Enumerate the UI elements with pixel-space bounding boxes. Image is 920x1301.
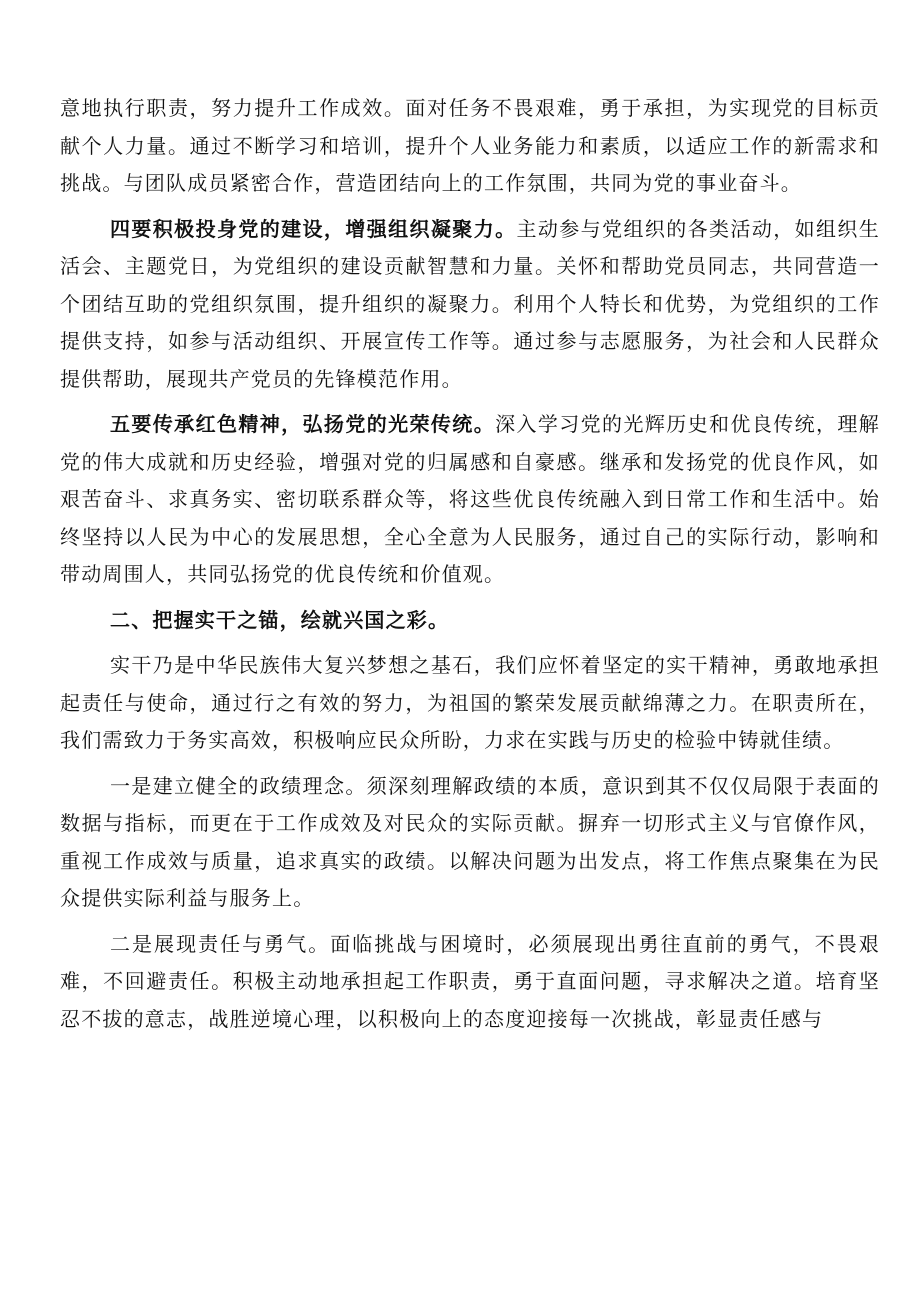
paragraph-practical-work [60,647,880,760]
section-heading [60,602,880,640]
paragraph-continuation [60,90,880,203]
paragraph-responsibility-courage [60,926,880,1039]
section-heading-text: 二、把握实干之锚，绘就兴国之彩。 [110,607,450,632]
paragraph-performance-concept [60,768,880,918]
paragraph-red-spirit [60,406,880,594]
paragraph-text: 主动参与党组织的各类活动，如组织生活会、主题党日，为党组织的建设贡献智慧和力量。关怀和帮助党员同志，共同营造一个团结互助的党组织氛围，提升组织的凝聚力。利用个人特长和优势，为党组织的工作提供支持，如参与活动组织、开展宣传工作等。通过参与志愿服务，为社会和人民群众提供帮助，展现共产党员的先锋模范作用。 [60,216,880,391]
paragraph-text: 意地执行职责，努力提升工作成效。面对任务不畏艰难，勇于承担，为实现党的目标贡献个人力量。通过不断学习和培训，提升个人业务能力和素质，以适应工作的新需求和挑战。与团队成员紧密合作，营造团结向上的工作氛围，共同为党的事业奋斗。 [60,96,880,195]
paragraph-text: 二是展现责任与勇气。面临挑战与困境时，必须展现出勇往直前的勇气，不畏艰难，不回避责任。积极主动地承担起工作职责，勇于直面问题，寻求解决之道。培育坚忍不拔的意志，战胜逆境心理，以积极向上的态度迎接每一次挑战，彰显责任感与 [60,931,880,1031]
document-page [60,90,880,1046]
paragraph-text: 一是建立健全的政绩理念。须深刻理解政绩的本质，意识到其不仅仅局限于表面的数据与指标，而更在于工作成效及对民众的实际贡献。摒弃一切形式主义与官僚作风，重视工作成效与质量，追求真实的政绩。以解决问题为出发点，将工作焦点聚集在为民众提供实际利益与服务上。 [60,773,880,910]
paragraph-text: 深入学习党的光辉历史和优良传统，理解党的伟大成就和历史经验，增强对党的归属感和自豪感。继承和发扬党的优良作风，如艰苦奋斗、求真务实、密切联系群众等，将这些优良传统融入到日常工作和生活中。始终坚持以人民为中心的发展思想，全心全意为人民服务，通过自己的实际行动，影响和带动周围人，共同弘扬党的优良传统和价值观。 [60,412,880,586]
paragraph-party-building [60,211,880,399]
paragraph-lead: 四要积极投身党的建设，增强组织凝聚力。 [110,216,517,241]
paragraph-lead: 五要传承红色精神，弘扬党的光荣传统。 [110,412,496,436]
paragraph-text: 实干乃是中华民族伟大复兴梦想之基石，我们应怀着坚定的实干精神，勇敢地承担起责任与使命，通过行之有效的努力，为祖国的繁荣发展贡献绵薄之力。在职责所在，我们需致力于务实高效，积极响应民众所盼，力求在实践与历史的检验中铸就佳绩。 [60,653,880,752]
